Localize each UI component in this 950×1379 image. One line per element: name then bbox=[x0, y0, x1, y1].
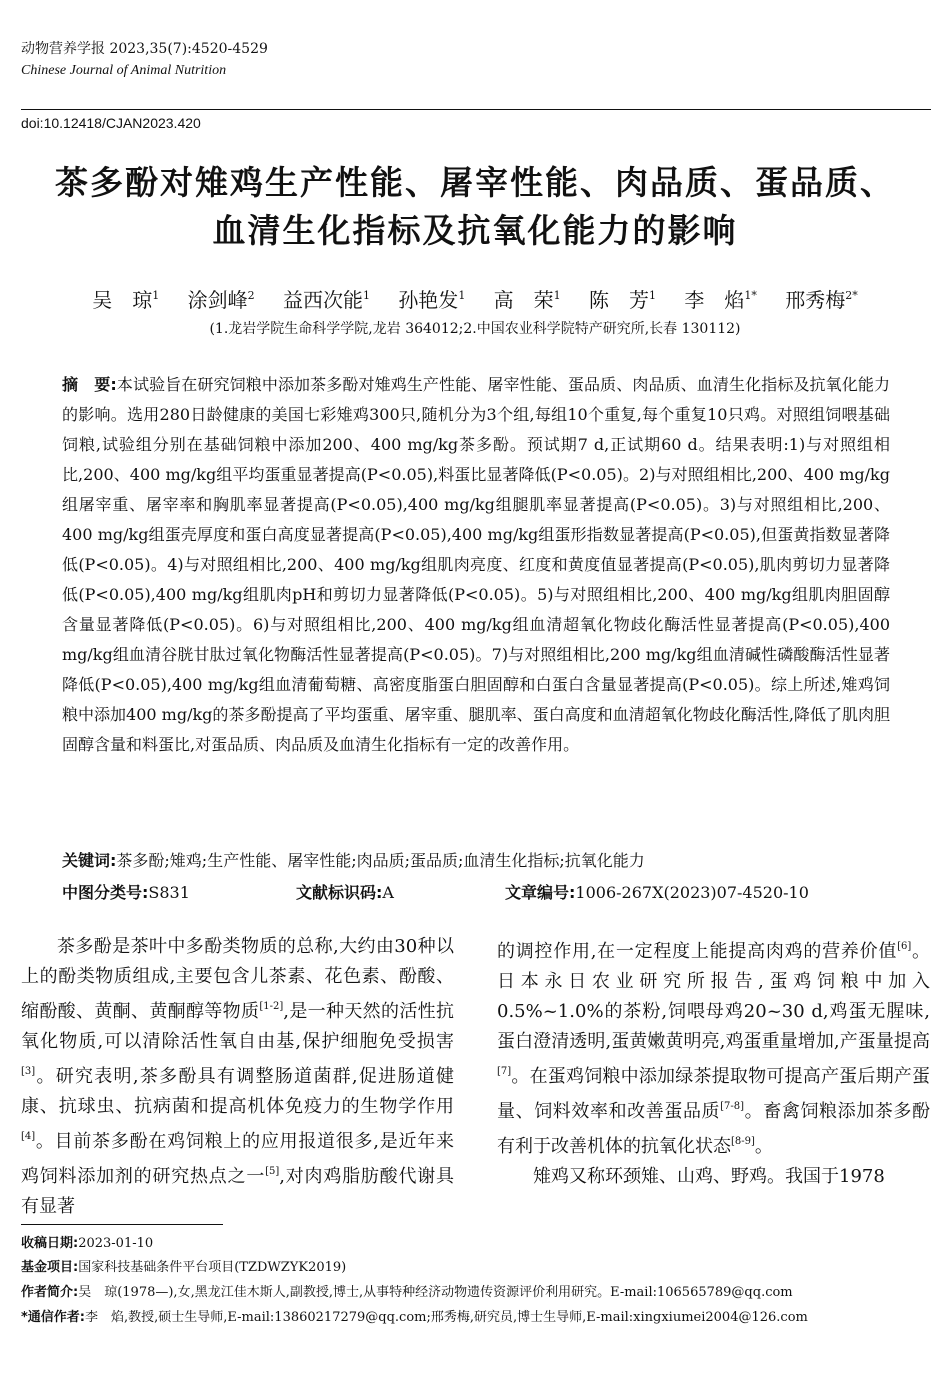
keywords-label: 关键词: bbox=[62, 851, 117, 870]
body-column-right bbox=[497, 932, 930, 1192]
keywords-text: 茶多酚;雉鸡;生产性能、屠宰性能;肉品质;蛋品质;血清生化指标;抗氧化能力 bbox=[116, 851, 645, 870]
body-column-left bbox=[21, 932, 454, 1222]
title-line-2: 血清生化指标及抗氧化能力的影响 bbox=[212, 211, 738, 250]
citation: [1-2] bbox=[259, 1001, 284, 1012]
footnote-author-bio: 作者简介:吴 琼(1978—),女,黑龙江佳木斯人,副教授,博士,从事特种经济动物遗传资源评价利用研究。E-mail:106565789@qq.com bbox=[21, 1285, 793, 1300]
title-line-1: 茶多酚对雉鸡生产性能、屠宰性能、肉品质、蛋品质、 bbox=[55, 163, 895, 202]
header-rule bbox=[21, 109, 931, 110]
author: 益西次能$^1$ bbox=[282, 288, 370, 312]
citation: [4] bbox=[21, 1131, 36, 1142]
body-paragraph: 茶多酚是茶叶中多酚类物质的总称,大约由30种以上的酚类物质组成,主要包含儿茶素、花色素、酚酸、缩酚酸、黄酮、黄酮醇等物质[1-2],是一种天然的活性抗氧化物质,可以清除活性氧自由基,保护细胞免受损害[3]。研究表明,茶多酚具有调整肠道菌群,促进肠道健康、抗球虫、抗病菌和提高机体免疫力的生物学作用[4]。目前茶多酚在鸡饲粮上的应用报道很多,是近年来鸡饲料添加剂的研究热点之一[5],对肉鸡脂肪酸代谢具有显著 bbox=[21, 936, 454, 1217]
citation: [5] bbox=[265, 1166, 280, 1177]
author: 陈 芳$^1$ bbox=[589, 288, 657, 312]
citation: [6] bbox=[897, 941, 912, 952]
author: 李 焰$^{1*}$ bbox=[684, 288, 757, 312]
author: 涂剑峰$^2$ bbox=[187, 288, 255, 312]
body-paragraph: 雉鸡又称环颈雉、山鸡、野鸡。我国于1978 bbox=[533, 1166, 885, 1187]
author-list bbox=[0, 284, 950, 313]
journal-name-cn: 动物营养学报 2023,35(7):4520-4529 bbox=[21, 41, 268, 57]
author: 孙艳发$^1$ bbox=[398, 288, 466, 312]
author: 邢秀梅$^{2*}$ bbox=[785, 288, 858, 312]
footnote-rule bbox=[21, 1224, 223, 1225]
body-paragraph: 的调控作用,在一定程度上能提高肉鸡的营养价值[6]。日本永日农业研究所报告,蛋鸡饲粮中加入0.5%~1.0%的茶粉,饲喂母鸡20~30 d,鸡蛋无腥味,蛋白澄清透明,蛋黄嫩黄明亮,鸡蛋重量增加,产蛋量提高[7]。在蛋鸡饲粮中添加绿茶提取物可提高产蛋后期产蛋量、饲料效率和改善蛋品质[7-8]。畜禽饲粮添加茶多酚有利于改善机体的抗氧化状态[8-9]。 bbox=[497, 941, 931, 1157]
affiliation: (1.龙岩学院生命科学学院,龙岩 364012;2.中国农业科学院特产研究所,长春 130112) bbox=[209, 321, 741, 337]
footnote-corresponding: *通信作者:李 焰,教授,硕士生导师,E-mail:13860217279@qq.com;邢秀梅,研究员,博士生导师,E-mail:xingxiumei2004@126.com bbox=[21, 1310, 808, 1325]
citation: [8-9] bbox=[731, 1136, 755, 1147]
citation: [7-8] bbox=[720, 1101, 745, 1112]
abstract-label: 摘 要: bbox=[62, 375, 117, 394]
citation: [3] bbox=[21, 1066, 36, 1077]
article-number: 文章编号:1006-267X(2023)07-4520-10 bbox=[505, 883, 809, 902]
document-code: 文献标识码:A bbox=[296, 883, 394, 902]
author: 吴 琼$^1$ bbox=[92, 288, 160, 312]
footnote-funding: 基金项目:国家科技基础条件平台项目(TZDWZYK2019) bbox=[21, 1260, 347, 1275]
doi: doi:10.12418/CJAN2023.420 bbox=[21, 115, 201, 131]
clc-number: 中图分类号:S831 bbox=[62, 883, 190, 902]
footnote-received: 收稿日期:2023-01-10 bbox=[21, 1236, 154, 1251]
abstract-text: 本试验旨在研究饲粮中添加茶多酚对雉鸡生产性能、屠宰性能、蛋品质、肉品质、血清生化指标及抗氧化能力的影响。选用280日龄健康的美国七彩雉鸡300只,随机分为3个组,每组10个重复,每个重复10只鸡。对照组饲喂基础饲粮,试验组分别在基础饲粮中添加200、400 mg/kg茶多酚。预试期7 d,正试期60 d。结果表明:1)与对照组相比,200、400 mg/kg组平均蛋重显著提高(P<0.05),料蛋比显著降低(P<0.05)。2)与对照组相比,200、400 mg/kg组屠宰重、屠宰率和胸肌率显著提高(P<0.05),400 mg/kg组腿肌率显著提高(P<0.05)。3)与对照组相比,200、400 mg/kg组蛋壳厚度和蛋白高度显著提高(P<0.05),400 mg/kg组蛋形指数显著提高(P<0.05),但蛋黄指数显著降低(P<0.05)。4)与对照组相比,200、400 mg/kg组肌肉亮度、红度和黄度值显著提高(P<0.05),肌肉剪切力显著降低(P<0.05),400 mg/kg组肌肉pH和剪切力显著降低(P<0.05)。5)与对照组相比,200、400 mg/kg组肌肉胆固醇含量显著降低(P<0.05)。6)与对照组相比,200、400 mg/kg组血清超氧化物歧化酶活性显著提高(P<0.05),400 mg/kg组血清谷胱甘肽过氧化物酶活性显著提高(P<0.05)。7)与对照组相比,200 mg/kg组血清碱性磷酸酶活性显著降低(P<0.05),400 mg/kg组血清葡萄糖、高密度脂蛋白胆固醇和白蛋白含量显著提高(P<0.05)。综上所述,雉鸡饲粮中添加400 mg/kg的茶多酚提高了平均蛋重、屠宰重、腿肌率、蛋白高度和血清超氧化物歧化酶活性,降低了肌肉胆固醇含量和料蛋比,对蛋品质、肉品质及血清生化指标有一定的改善作用。 bbox=[62, 375, 890, 754]
author: 高 荣$^1$ bbox=[493, 288, 561, 312]
abstract bbox=[62, 370, 890, 760]
journal-name-en: Chinese Journal of Animal Nutrition bbox=[21, 63, 227, 78]
citation: [7] bbox=[497, 1066, 512, 1077]
keywords bbox=[62, 848, 890, 871]
